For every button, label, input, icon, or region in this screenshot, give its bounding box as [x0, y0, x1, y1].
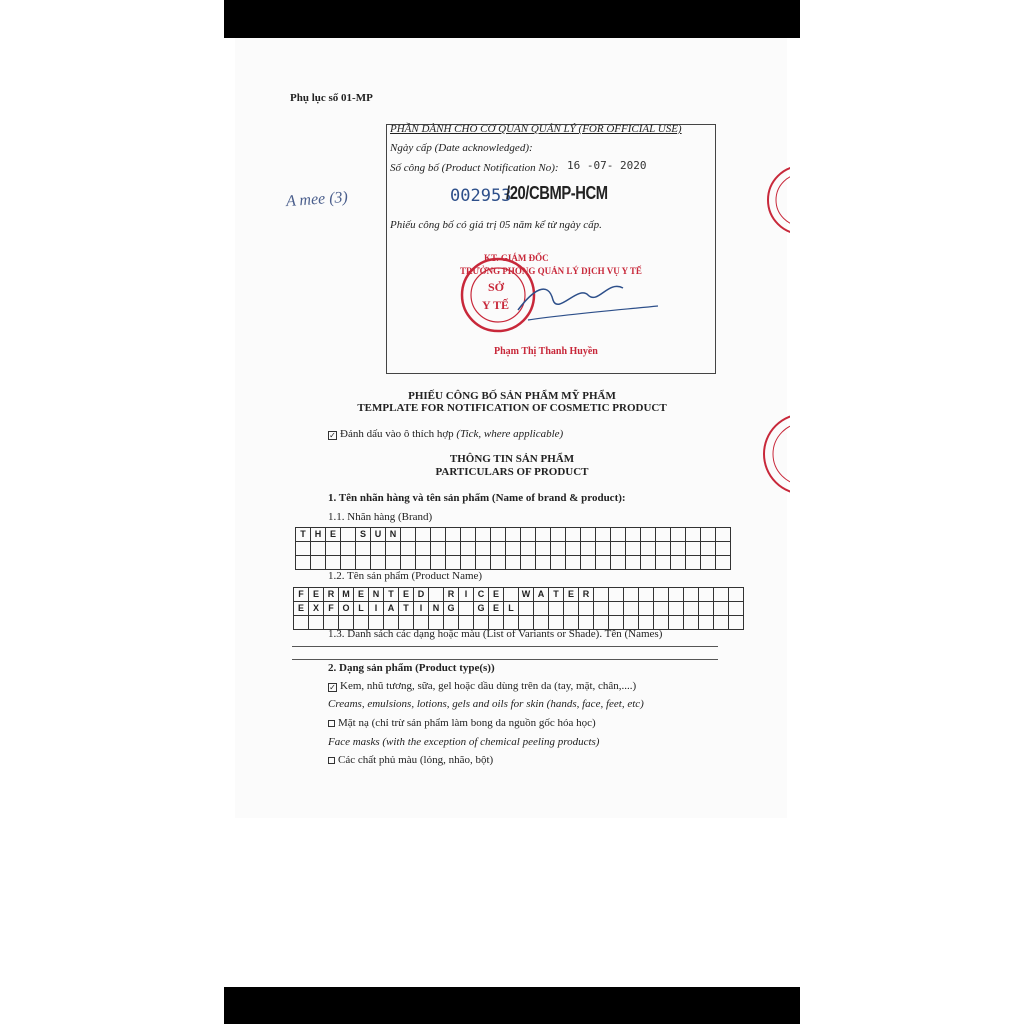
grid-row: [296, 528, 731, 542]
grid-cell: [684, 616, 699, 630]
grid-cell: [729, 616, 744, 630]
grid-cell: L: [354, 602, 369, 616]
grid-cell: [536, 528, 551, 542]
grid-cell: T: [549, 588, 564, 602]
grid-cell: E: [564, 588, 579, 602]
grid-cell: E: [399, 588, 414, 602]
grid-cell: [566, 542, 581, 556]
grid-cell: [596, 542, 611, 556]
grid-cell: [609, 602, 624, 616]
grid-cell: [714, 602, 729, 616]
grid-cell: [686, 556, 701, 570]
grid-cell: [371, 556, 386, 570]
grid-cell: [686, 542, 701, 556]
grid-cell: [729, 588, 744, 602]
grid-cell: [699, 602, 714, 616]
grid-cell: [581, 542, 596, 556]
grid-cell: [534, 602, 549, 616]
grid-cell: I: [414, 602, 429, 616]
grid-cell: [641, 542, 656, 556]
validity-text: Phiếu công bố có giá trị 05 năm kể từ ngày cấp.: [390, 219, 602, 231]
grid-cell: E: [489, 588, 504, 602]
grid-cell: [431, 528, 446, 542]
grid-cell: [476, 556, 491, 570]
grid-cell: [446, 528, 461, 542]
grid-cell: [521, 528, 536, 542]
product-type-option-3: [328, 754, 493, 766]
grid-cell: [521, 556, 536, 570]
particulars-vietnamese: THÔNG TIN SẢN PHẨM: [449, 453, 575, 465]
grid-cell: [639, 602, 654, 616]
grid-cell: [669, 616, 684, 630]
signatory-title-1: KT. GIÁM ĐỐC: [484, 253, 549, 263]
grid-cell: [701, 542, 716, 556]
grid-cell: [491, 528, 506, 542]
grid-cell: W: [519, 588, 534, 602]
grid-cell: [296, 542, 311, 556]
grid-cell: [729, 602, 744, 616]
bottom-black-bar: [224, 987, 800, 1024]
divider-2: [292, 659, 718, 660]
grid-cell: U: [371, 528, 386, 542]
grid-cell: [521, 542, 536, 556]
grid-cell: [551, 528, 566, 542]
grid-cell: [356, 542, 371, 556]
grid-cell: [669, 588, 684, 602]
grid-cell: [656, 556, 671, 570]
unchecked-box-icon: [328, 757, 335, 764]
grid-cell: [401, 556, 416, 570]
grid-cell: T: [384, 588, 399, 602]
grid-cell: [654, 602, 669, 616]
grid-cell: [684, 588, 699, 602]
grid-cell: [611, 542, 626, 556]
grid-cell: [626, 542, 641, 556]
grid-cell: [566, 556, 581, 570]
grid-cell: [536, 556, 551, 570]
divider-1: [292, 646, 718, 647]
grid-cell: [506, 542, 521, 556]
variants-label: 1.3. Danh sách các dạng hoặc màu (List of Variants or Shade). Tên (Names): [328, 628, 663, 640]
grid-cell: [459, 602, 474, 616]
option-2-vn: Mặt nạ (chỉ trừ sản phẩm làm bong da nguồn gốc hóa học): [338, 717, 596, 729]
grid-cell: L: [504, 602, 519, 616]
grid-cell: [296, 556, 311, 570]
grid-cell: [656, 542, 671, 556]
grid-cell: [491, 542, 506, 556]
top-black-bar: [224, 0, 800, 38]
grid-cell: T: [399, 602, 414, 616]
grid-cell: T: [296, 528, 311, 542]
date-value: 16 -07- 2020: [567, 159, 647, 172]
grid-cell: [594, 602, 609, 616]
grid-cell: [716, 542, 731, 556]
grid-cell: [506, 556, 521, 570]
grid-cell: [701, 556, 716, 570]
grid-cell: [551, 542, 566, 556]
grid-cell: [401, 528, 416, 542]
grid-cell: [309, 616, 324, 630]
grid-cell: [504, 588, 519, 602]
title-english: TEMPLATE FOR NOTIFICATION OF COSMETIC PRODUCT: [357, 402, 667, 414]
stamp-text-yte: Y TẾ: [482, 298, 510, 312]
grid-cell: [311, 556, 326, 570]
brand-label: 1.1. Nhãn hàng (Brand): [328, 511, 433, 523]
grid-cell: [416, 542, 431, 556]
grid-cell: [701, 528, 716, 542]
grid-cell: [341, 542, 356, 556]
grid-cell: [401, 542, 416, 556]
grid-cell: [671, 528, 686, 542]
grid-cell: [386, 556, 401, 570]
grid-cell: [506, 528, 521, 542]
grid-cell: [684, 602, 699, 616]
grid-row: [294, 588, 744, 602]
grid-cell: [624, 602, 639, 616]
grid-cell: [686, 528, 701, 542]
grid-cell: [641, 528, 656, 542]
grid-cell: [326, 542, 341, 556]
section1-heading: 1. Tên nhãn hàng và tên sản phẩm (Name of brand & product):: [328, 492, 626, 504]
grid-row: [296, 542, 731, 556]
stamp-inner-ring: [471, 268, 525, 322]
grid-cell: E: [294, 602, 309, 616]
grid-cell: [326, 556, 341, 570]
signer-name: Phạm Thị Thanh Huyền: [494, 346, 598, 357]
grid-cell: [431, 556, 446, 570]
option-1-vn: Kem, nhũ tương, sữa, gel hoặc dầu dùng trên da (tay, mặt, chân,....): [340, 680, 637, 692]
grid-cell: O: [339, 602, 354, 616]
product-name-grid: [293, 587, 744, 630]
checked-box-icon: ✓: [329, 431, 336, 440]
grid-cell: [579, 602, 594, 616]
grid-cell: [311, 542, 326, 556]
appendix-number: Phụ lục số 01-MP: [290, 92, 373, 104]
grid-cell: S: [356, 528, 371, 542]
product-name-label: 1.2. Tên sản phẩm (Product Name): [328, 570, 483, 582]
grid-cell: [671, 556, 686, 570]
grid-cell: X: [309, 602, 324, 616]
grid-cell: R: [579, 588, 594, 602]
grid-cell: M: [339, 588, 354, 602]
grid-cell: [594, 588, 609, 602]
grid-cell: [611, 528, 626, 542]
grid-cell: [716, 556, 731, 570]
grid-cell: [656, 528, 671, 542]
grid-cell: I: [459, 588, 474, 602]
checked-box-icon: ✓: [329, 683, 336, 692]
grid-cell: H: [311, 528, 326, 542]
notification-suffix: /20/CBMP-HCM: [506, 183, 608, 203]
grid-cell: [581, 556, 596, 570]
grid-cell: [626, 528, 641, 542]
grid-cell: [714, 588, 729, 602]
grid-cell: [341, 528, 356, 542]
grid-row: [296, 556, 731, 570]
grid-cell: E: [489, 602, 504, 616]
grid-cell: [386, 542, 401, 556]
grid-cell: D: [414, 588, 429, 602]
grid-cell: F: [294, 588, 309, 602]
grid-cell: [611, 556, 626, 570]
grid-cell: [699, 588, 714, 602]
grid-cell: [461, 556, 476, 570]
grid-cell: [416, 556, 431, 570]
date-acknowledged-label: Ngày cấp (Date acknowledged):: [390, 142, 533, 154]
grid-cell: [624, 588, 639, 602]
grid-cell: E: [354, 588, 369, 602]
grid-cell: N: [369, 588, 384, 602]
option-2-en: Face masks (with the exception of chemical peeling products): [328, 736, 600, 748]
grid-cell: [519, 602, 534, 616]
grid-cell: [356, 556, 371, 570]
tick-instruction-vn: Đánh dấu vào ô thích hợp: [340, 428, 454, 440]
stamp-text-so: SỞ: [488, 280, 505, 294]
notification-number: 002953: [450, 186, 512, 206]
product-type-option-1: [328, 680, 636, 692]
grid-cell: [491, 556, 506, 570]
grid-cell: [341, 556, 356, 570]
grid-cell: [581, 528, 596, 542]
grid-cell: E: [309, 588, 324, 602]
handwritten-margin-note: A mee (3): [285, 188, 349, 211]
signatory-title-2: TRƯỞNG PHÒNG QUẢN LÝ DỊCH VỤ Y TẾ: [460, 266, 642, 276]
grid-cell: G: [444, 602, 459, 616]
notification-number-label: Số công bố (Product Notification No):: [390, 162, 559, 174]
grid-cell: [461, 542, 476, 556]
grid-cell: [461, 528, 476, 542]
grid-cell: [446, 542, 461, 556]
grid-cell: [626, 556, 641, 570]
grid-cell: [416, 528, 431, 542]
official-use-title: PHẦN DÀNH CHO CƠ QUAN QUẢN LÝ (FOR OFFICIAL USE): [390, 123, 682, 135]
tick-instruction-en: (Tick, where applicable): [456, 428, 564, 440]
right-edge-stamp-1: [766, 160, 790, 240]
grid-cell: C: [474, 588, 489, 602]
option-1-en: Creams, emulsions, lotions, gels and oils for skin (hands, face, feet, etc): [328, 698, 644, 710]
grid-cell: E: [326, 528, 341, 542]
grid-cell: [716, 528, 731, 542]
particulars-english: PARTICULARS OF PRODUCT: [435, 466, 589, 478]
unchecked-box-icon: [328, 720, 335, 727]
option-3-vn: Các chất phủ màu (lỏng, nhão, bột): [338, 754, 494, 766]
grid-cell: [699, 616, 714, 630]
grid-cell: [564, 602, 579, 616]
product-type-option-2: [328, 717, 596, 729]
grid-cell: A: [534, 588, 549, 602]
grid-cell: A: [384, 602, 399, 616]
grid-cell: N: [429, 602, 444, 616]
grid-cell: [641, 556, 656, 570]
grid-cell: [371, 542, 386, 556]
grid-cell: [596, 528, 611, 542]
grid-cell: [714, 616, 729, 630]
grid-cell: [476, 528, 491, 542]
grid-cell: [446, 556, 461, 570]
grid-row: [294, 602, 744, 616]
grid-cell: [669, 602, 684, 616]
section2-heading: 2. Dạng sản phẩm (Product type(s)): [328, 662, 495, 674]
grid-cell: [431, 542, 446, 556]
signature-underline: [528, 306, 658, 320]
grid-cell: [429, 588, 444, 602]
brand-grid: [295, 527, 731, 570]
grid-cell: [536, 542, 551, 556]
grid-cell: [654, 588, 669, 602]
grid-cell: [549, 602, 564, 616]
grid-cell: F: [324, 602, 339, 616]
grid-cell: R: [444, 588, 459, 602]
grid-cell: R: [324, 588, 339, 602]
tick-instruction: [328, 428, 563, 440]
grid-cell: [566, 528, 581, 542]
grid-cell: G: [474, 602, 489, 616]
grid-cell: N: [386, 528, 401, 542]
grid-cell: [596, 556, 611, 570]
grid-cell: [476, 542, 491, 556]
grid-cell: I: [369, 602, 384, 616]
grid-cell: [294, 616, 309, 630]
grid-cell: [671, 542, 686, 556]
grid-cell: [551, 556, 566, 570]
grid-cell: [609, 588, 624, 602]
grid-cell: [639, 588, 654, 602]
title-vietnamese: PHIẾU CÔNG BỐ SẢN PHẨM MỸ PHẨM: [408, 390, 616, 402]
